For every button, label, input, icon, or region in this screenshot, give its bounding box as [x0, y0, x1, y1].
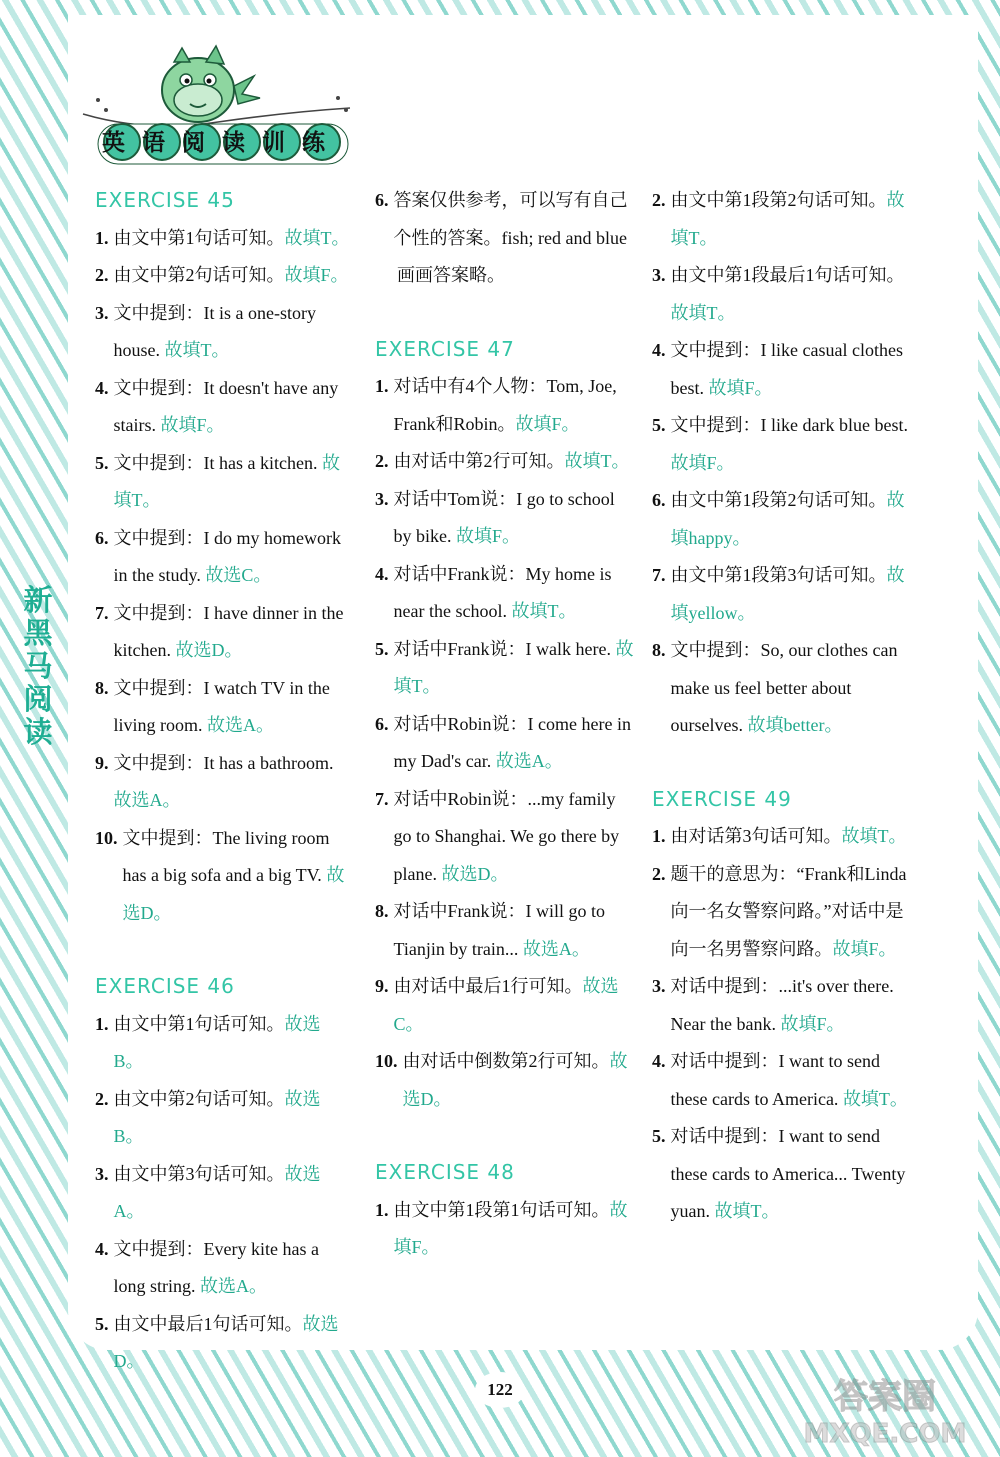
item-number: 2. [95, 1088, 109, 1109]
item-text [671, 407, 911, 482]
answer-text: 故填F。 [780, 1013, 845, 1034]
item-text [671, 1118, 911, 1231]
explanation-text: 对话中Frank说：I will go to Tianjin by train... [393, 901, 605, 959]
item-text [114, 220, 351, 258]
answer-text: 故填T。 [670, 190, 905, 248]
item-text [394, 1192, 638, 1267]
item-text [114, 445, 351, 520]
explanation-text: 对话中提到：I want to send these cards to America. [670, 1051, 880, 1109]
book-title-sidebar [18, 584, 58, 749]
explanation-text: 文中提到：It has a bathroom. [113, 752, 334, 773]
exercise-title: EXERCISE 46 [95, 974, 235, 998]
answer-item [375, 893, 637, 968]
item-number: 10. [375, 1051, 398, 1071]
explanation-text: 文中提到：It doesn't have any stairs. [113, 377, 339, 435]
explanation-text: 文中提到：I do my homework in the study. [113, 527, 341, 585]
item-text [671, 856, 911, 969]
answer-item [375, 781, 637, 894]
explanation-text: 文中提到：I have dinner in the kitchen. [113, 602, 344, 660]
answer-text: 故选A。 [113, 1163, 321, 1221]
item-number: 3. [652, 976, 666, 996]
section-gap [375, 295, 637, 331]
explanation-text: 由文中第1段第2句话可知。 [670, 190, 887, 210]
answer-text: 故选B。 [113, 1088, 321, 1146]
answer-text: 故填F。 [456, 526, 521, 546]
item-number: 7. [375, 788, 389, 809]
answer-text: 故填F。 [284, 265, 349, 285]
item-text [671, 968, 911, 1043]
answer-text: 故填T。 [164, 340, 230, 360]
svg-text:答案圈: 答案圈 [834, 1377, 936, 1417]
item-number: 5. [652, 1126, 666, 1146]
answer-text: 故填F。 [160, 415, 225, 435]
item-number: 6. [652, 490, 666, 510]
sidebar-char: 读 [23, 715, 53, 749]
answer-item [95, 520, 350, 595]
answer-text: 故选C。 [393, 976, 619, 1034]
watermark-logo [780, 1370, 990, 1450]
explanation-text: 文中提到：I like dark blue best. [670, 415, 908, 435]
explanation-text: 对话中Frank说：My home is near the school. [393, 563, 612, 621]
explanation-text: 文中提到：I watch TV in the living room. [113, 677, 330, 735]
answer-item [652, 482, 910, 557]
explanation-text: 对话中提到：...it's over there. Near the bank. [670, 976, 894, 1034]
item-text [671, 257, 911, 332]
item-text [394, 631, 638, 706]
answer-text: 故填T。 [670, 302, 736, 323]
answer-item [375, 481, 637, 556]
sidebar-char: 马 [23, 649, 53, 683]
answer-text: 故选D。 [441, 863, 509, 884]
item-text [394, 481, 638, 556]
answer-item [375, 443, 637, 481]
explanation-text: 由对话中最后1行可知。 [393, 976, 583, 996]
item-text [403, 1043, 638, 1118]
item-text [671, 818, 911, 856]
section-gap [375, 1118, 637, 1154]
explanation-text: 由文中第1段最后1句话可知。 [670, 265, 905, 285]
item-text [114, 257, 351, 295]
dragon-mascot-icon [162, 46, 260, 122]
answer-item [652, 1118, 910, 1231]
item-text [114, 670, 351, 745]
answer-text: 故填F。 [515, 413, 580, 434]
answer-text: 故填T。 [842, 1088, 908, 1109]
item-number: 6. [375, 713, 389, 734]
answer-text: 故选A。 [207, 715, 274, 735]
answer-item [652, 818, 910, 856]
item-text [671, 332, 911, 407]
item-text [114, 745, 351, 820]
explanation-text: 文中提到：The living room has a big sofa and a big TV. [122, 827, 330, 885]
item-text [671, 632, 911, 745]
answer-item [95, 1231, 350, 1306]
item-number: 2. [652, 863, 666, 884]
page-number: 122 [475, 1372, 525, 1408]
answer-text: 故填F。 [708, 377, 773, 398]
explanation-text: 由文中第2句话可知。 [113, 1088, 285, 1109]
item-text [394, 368, 638, 443]
item-number: 6. [95, 527, 109, 548]
answer-text: 故选D。 [175, 640, 243, 660]
explanation-text: 文中提到：It is a one-story house. [113, 302, 316, 360]
note-text: 画画答案略。 [397, 265, 505, 285]
item-number: 9. [375, 976, 389, 996]
answer-text: 故填F。 [670, 452, 735, 473]
item-text [394, 556, 638, 631]
explanation-text: 文中提到：Every kite has a long string. [113, 1238, 319, 1296]
answer-text: 故选D。 [122, 865, 345, 923]
item-text [114, 370, 351, 445]
answer-text: 故填yellow。 [670, 565, 905, 623]
answer-item [375, 1192, 637, 1267]
answer-text: 故填T。 [511, 601, 577, 621]
answer-item [652, 407, 910, 482]
explanation-text: 由文中第1段第2句话可知。 [670, 490, 887, 510]
item-text [394, 893, 638, 968]
answer-text: 故选B。 [113, 1013, 321, 1071]
item-text [671, 182, 911, 257]
item-number: 9. [95, 752, 109, 773]
explanation-text: 文中提到：So, our clothes can make us feel better about ourselves. [670, 640, 898, 735]
explanation-text: 对话中Frank说：I walk here. [393, 638, 616, 659]
explanation-text: 由文中第1句话可知。 [113, 227, 285, 248]
answer-item [375, 1043, 637, 1118]
mascot-banner [78, 38, 358, 168]
item-text [671, 1043, 911, 1118]
explanation-text: 由文中最后1句话可知。 [113, 1313, 303, 1334]
item-number: 4. [375, 563, 389, 584]
answer-item [652, 856, 910, 969]
answer-text: 故填better。 [747, 715, 843, 735]
item-text [671, 557, 911, 632]
item-text [114, 295, 351, 370]
item-number: 5. [95, 452, 109, 473]
answer-item [95, 257, 350, 295]
explanation-text: 对话中Tom说：I go to school by bike. [393, 488, 615, 546]
item-number: 8. [375, 901, 389, 921]
item-number: 4. [652, 1051, 666, 1071]
answer-item [95, 1306, 350, 1381]
item-text [114, 595, 351, 670]
answer-text: 故填F。 [832, 938, 897, 959]
answer-text: 故选A。 [113, 790, 181, 810]
item-text [114, 1156, 351, 1231]
banner-title-text: 英语阅读训练 [102, 130, 342, 156]
item-number: 5. [95, 1313, 109, 1334]
column-middle [375, 182, 637, 1267]
explanation-text: 文中提到：I like casual clothes best. [670, 340, 903, 398]
answer-item [652, 257, 910, 332]
item-number: 8. [652, 640, 666, 660]
item-text [671, 482, 911, 557]
exercise-title: EXERCISE 49 [652, 786, 792, 811]
answer-text: 故填happy。 [670, 490, 905, 548]
item-number: 1. [375, 1199, 389, 1220]
answer-item [95, 295, 350, 370]
explanation-text: 由对话第3句话可知。 [670, 826, 842, 846]
explanation-text: 题干的意思为：“Frank和Linda向一名女警察问路。”对话中是向一名男警察问路。 [670, 863, 907, 959]
item-text [114, 1081, 351, 1156]
column-left [95, 182, 350, 1381]
answer-item [652, 182, 910, 257]
answer-item [95, 1006, 350, 1081]
item-number: 10. [95, 827, 118, 848]
explanation-text: 答案仅供参考，可以写有自己个性的答案。fish; red and blue [393, 190, 628, 248]
item-text [114, 1006, 351, 1081]
item-text [394, 781, 638, 894]
item-number: 1. [375, 376, 389, 396]
answer-item [95, 370, 350, 445]
sidebar-char: 新 [23, 583, 53, 617]
item-number: 1. [95, 1013, 109, 1034]
item-number: 3. [95, 302, 109, 323]
answer-text: 故选D。 [402, 1051, 628, 1109]
explanation-text: 由对话中第2行可知。 [393, 451, 565, 471]
item-number: 1. [95, 227, 109, 248]
sidebar-char: 阅 [23, 682, 53, 716]
item-text [123, 820, 351, 933]
item-text [394, 968, 638, 1043]
answer-item [375, 368, 637, 443]
exercise-title: EXERCISE 45 [95, 188, 235, 212]
item-number: 2. [95, 265, 109, 285]
explanation-text: 由对话中倒数第2行可知。 [402, 1051, 610, 1071]
explanation-text: 对话中Robin说：...my family go to Shanghai. We go there by plane. [393, 788, 620, 884]
answer-item [375, 182, 637, 257]
item-number: 7. [95, 602, 109, 623]
item-number: 6. [375, 190, 389, 210]
answer-text: 故填T。 [564, 451, 630, 471]
item-number: 2. [375, 451, 389, 471]
answer-text: 故填T。 [841, 826, 907, 846]
item-number: 2. [652, 190, 666, 210]
answer-item [652, 1043, 910, 1118]
answer-text: 故填T。 [714, 1201, 780, 1221]
explanation-text: 由文中第1段第3句话可知。 [670, 565, 887, 585]
explanation-text: 文中提到：It has a kitchen. [113, 452, 322, 473]
item-number: 4. [95, 1238, 109, 1259]
explanation-text: 对话中Robin说：I come here in my Dad's car. [393, 713, 631, 771]
answer-text: 故填F。 [393, 1199, 628, 1257]
answer-item [375, 556, 637, 631]
item-number: 5. [375, 638, 389, 659]
answer-item [95, 670, 350, 745]
answer-text: 故选A。 [200, 1276, 268, 1296]
banner-title [98, 124, 348, 164]
item-number: 3. [375, 488, 389, 509]
answer-item [375, 968, 637, 1043]
answer-item [652, 632, 910, 745]
item-number: 3. [652, 265, 666, 285]
answer-text: 故选A。 [522, 938, 590, 959]
answer-item [652, 968, 910, 1043]
answer-item [95, 1081, 350, 1156]
answer-item [95, 820, 350, 933]
explanation-text: 由文中第1段第1句话可知。 [393, 1199, 610, 1220]
answer-item [375, 706, 637, 781]
item-number: 3. [95, 1163, 109, 1184]
explanation-text: 由文中第1句话可知。 [113, 1013, 285, 1034]
answer-item [95, 595, 350, 670]
answer-item [652, 557, 910, 632]
sidebar-char: 黑 [23, 616, 53, 650]
section-gap [95, 932, 350, 968]
explanation-text: 对话中提到：I want to send these cards to America... Twenty yuan. [670, 1126, 906, 1221]
item-text [114, 520, 351, 595]
explanation-text: 由文中第2句话可知。 [113, 265, 285, 285]
item-number: 8. [95, 677, 109, 698]
explanation-text: 由文中第3句话可知。 [113, 1163, 285, 1184]
item-number: 7. [652, 565, 666, 585]
column-right [652, 182, 910, 1231]
item-text [394, 706, 638, 781]
answer-text: 故填T。 [113, 452, 340, 510]
answer-text: 故选A。 [495, 751, 563, 771]
item-number: 4. [95, 377, 109, 398]
item-number: 5. [652, 415, 666, 435]
answer-text: 故填T。 [284, 227, 350, 248]
svg-text:MXQE.COM: MXQE.COM [803, 1419, 967, 1449]
answer-text: 故选D。 [113, 1313, 339, 1371]
item-number: 1. [652, 826, 666, 846]
answer-item [95, 445, 350, 520]
answer-item [652, 332, 910, 407]
answer-item [95, 1156, 350, 1231]
answer-text: 故填T。 [393, 638, 634, 696]
explanation-text: 对话中有4个人物：Tom, Joe, Frank和Robin。 [393, 376, 617, 434]
item-text [394, 443, 638, 481]
section-gap [652, 745, 910, 781]
exercise-title: EXERCISE 48 [375, 1160, 515, 1184]
item-text [114, 1306, 351, 1381]
answer-item [95, 745, 350, 820]
item-number: 4. [652, 340, 666, 360]
answer-item [95, 220, 350, 258]
item-text [394, 182, 638, 257]
item-text [114, 1231, 351, 1306]
answer-text: 故选C。 [205, 565, 272, 585]
answer-item [375, 631, 637, 706]
exercise-title: EXERCISE 47 [375, 336, 515, 361]
